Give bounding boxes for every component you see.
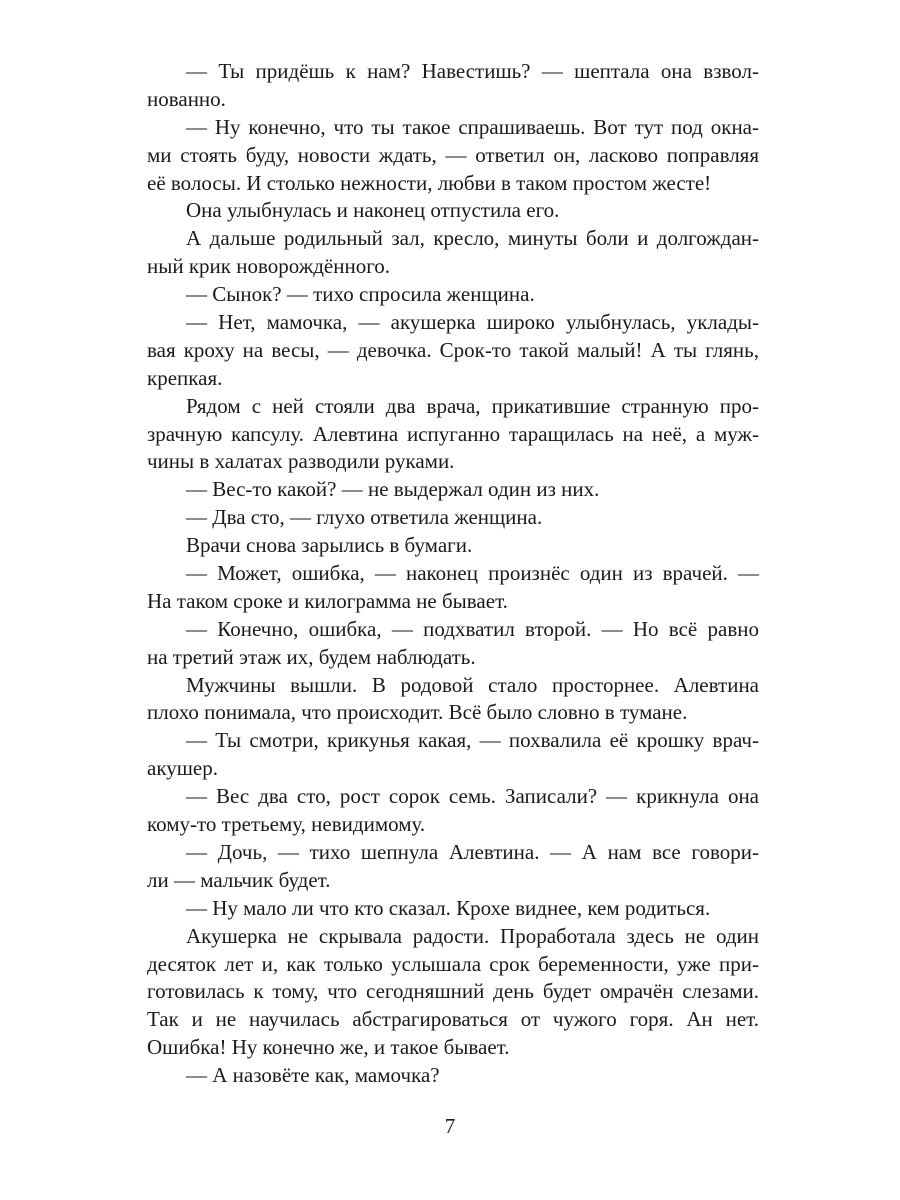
text-line: — Вес два сто, рост сорок семь. Записали? — крикнула она: [186, 784, 759, 809]
text-line: Так и не научилась абстрагироваться от чужого горя. Ан нет.: [147, 1007, 759, 1032]
text-line: ли — мальчик будет.: [147, 867, 331, 892]
text-line: чины в халатах разводили руками.: [147, 449, 455, 474]
text-line: — А назовёте как, мамочка?: [186, 1063, 440, 1088]
text-line: нованно.: [147, 86, 226, 111]
text-line: — Два сто, — глухо ответила женщина.: [186, 505, 543, 530]
text-line: ми стоять буду, новости ждать, — ответил он, ласково поправляя: [147, 142, 759, 167]
text-line: вая кроху на весы, — девочка. Срок-то такой малый! А ты глянь,: [147, 337, 759, 362]
text-line: Врачи снова зарылись в бумаги.: [186, 533, 473, 558]
text-line: — Может, ошибка, — наконец произнёс один из врачей. —: [186, 561, 759, 586]
text-line: её волосы. И столько нежности, любви в таком простом жесте!: [147, 170, 712, 195]
text-line: акушер.: [147, 756, 218, 781]
text-line: кому-то третьему, невидимому.: [147, 812, 426, 837]
text-line: — Ты придёшь к нам? Навестишь? — шептала она взвол-: [186, 59, 759, 83]
text-line: зрачную капсулу. Алевтина испуганно таращилась на неё, а муж-: [147, 421, 759, 446]
text-line: Ошибка! Ну конечно же, и такое бывает.: [147, 1035, 510, 1060]
text-line: Она улыбнулась и наконец отпустила его.: [186, 198, 560, 223]
text-line: — Сынок? — тихо спросила женщина.: [186, 282, 535, 307]
text-line: Акушерка не скрывала радости. Проработала здесь не один: [186, 923, 759, 948]
text-line: Рядом с ней стояли два врача, прикатившие странную про-: [186, 393, 759, 418]
text-line: — Конечно, ошибка, — подхватил второй. — Но всё равно: [186, 616, 759, 641]
text-line: десяток лет и, как только услышала срок беременности, уже при-: [147, 951, 759, 976]
text-line: — Ты смотри, крикунья какая, — похвалила её крошку врач-: [186, 728, 759, 753]
text-line: — Ну конечно, что ты такое спрашиваешь. Вот тут под окна-: [186, 114, 759, 139]
page-number: 7: [444, 1114, 456, 1138]
text-line: На таком сроке и килограмма не бывает.: [147, 588, 508, 613]
text-line: — Нет, мамочка, — акушерка широко улыбнулась, уклады-: [186, 310, 759, 335]
text-line: на третий этаж их, будем наблюдать.: [147, 644, 476, 669]
text-line: — Дочь, — тихо шепнула Алевтина. — А нам все говори-: [186, 839, 759, 864]
text-line: готовилась к тому, что сегодняшний день будет омрачён слезами.: [147, 979, 759, 1004]
body-text: [147, 58, 759, 1090]
text-line: Мужчины вышли. В родовой стало просторнее. Алевтина: [186, 672, 759, 697]
text-line: — Вес-то какой? — не выдержал один из них.: [186, 477, 600, 502]
text-line: крепкая.: [147, 365, 223, 390]
text-line: — Ну мало ли что кто сказал. Крохе виднее, кем родиться.: [186, 895, 711, 920]
text-line: А дальше родильный зал, кресло, минуты боли и долгождан-: [186, 226, 759, 251]
text-line: ный крик новорождённого.: [147, 254, 391, 279]
text-line: плохо понимала, что происходит. Всё было словно в тумане.: [147, 700, 688, 725]
